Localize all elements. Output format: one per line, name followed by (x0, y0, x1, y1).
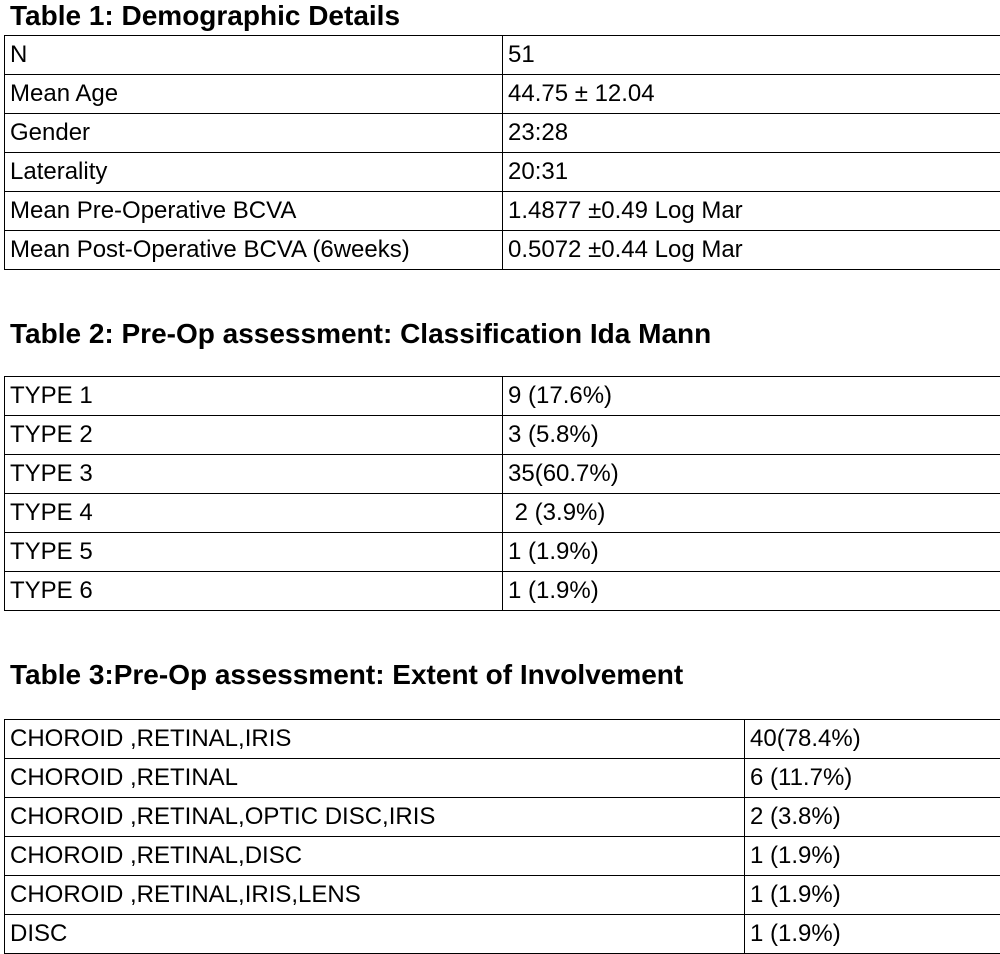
row-value: 2 (3.8%) (745, 798, 1000, 837)
row-label: TYPE 4 (5, 494, 503, 533)
table-2-title: Table 2: Pre-Op assessment: Classification Ida Mann (10, 320, 711, 348)
table-row (5, 455, 1000, 494)
row-label: Mean Post-Operative BCVA (6weeks) (5, 231, 503, 270)
ida-mann-classification-table (4, 376, 1000, 611)
row-value: 23:28 (503, 114, 1000, 153)
table-row (5, 494, 1000, 533)
row-label: Mean Pre-Operative BCVA (5, 192, 503, 231)
row-value: 1 (1.9%) (503, 533, 1000, 572)
row-value: 20:31 (503, 153, 1000, 192)
table-row (5, 36, 1000, 75)
row-label: CHOROID ,RETINAL,IRIS,LENS (5, 876, 745, 915)
row-label: TYPE 2 (5, 416, 503, 455)
table-row (5, 114, 1000, 153)
row-value: 6 (11.7%) (745, 759, 1000, 798)
table-row (5, 192, 1000, 231)
row-label: CHOROID ,RETINAL,IRIS (5, 720, 745, 759)
table-row (5, 153, 1000, 192)
table-row (5, 75, 1000, 114)
table-row (5, 759, 1000, 798)
row-label: DISC (5, 915, 745, 954)
row-value: 1 (1.9%) (745, 876, 1000, 915)
table-row (5, 798, 1000, 837)
row-label: CHOROID ,RETINAL,DISC (5, 837, 745, 876)
table-row (5, 720, 1000, 759)
row-label: Gender (5, 114, 503, 153)
row-label: TYPE 1 (5, 377, 503, 416)
row-label: N (5, 36, 503, 75)
row-value: 1.4877 ±0.49 Log Mar (503, 192, 1000, 231)
row-label: TYPE 5 (5, 533, 503, 572)
row-value: 9 (17.6%) (503, 377, 1000, 416)
table-row (5, 231, 1000, 270)
table-1-title: Table 1: Demographic Details (10, 2, 400, 30)
row-value: 35(60.7%) (503, 455, 1000, 494)
row-label: TYPE 3 (5, 455, 503, 494)
table-row (5, 377, 1000, 416)
row-label: CHOROID ,RETINAL (5, 759, 745, 798)
row-value: 3 (5.8%) (503, 416, 1000, 455)
demographic-details-table (4, 35, 1000, 270)
row-label: Laterality (5, 153, 503, 192)
row-value: 0.5072 ±0.44 Log Mar (503, 231, 1000, 270)
table-row (5, 915, 1000, 954)
table-row (5, 416, 1000, 455)
row-label: Mean Age (5, 75, 503, 114)
row-label: TYPE 6 (5, 572, 503, 611)
row-value: 1 (1.9%) (745, 837, 1000, 876)
table-row (5, 837, 1000, 876)
row-value: 1 (1.9%) (745, 915, 1000, 954)
row-value: 2 (3.9%) (503, 494, 1000, 533)
extent-of-involvement-table (4, 719, 1000, 954)
row-value: 1 (1.9%) (503, 572, 1000, 611)
row-value: 40(78.4%) (745, 720, 1000, 759)
table-row (5, 572, 1000, 611)
table-3-title: Table 3:Pre-Op assessment: Extent of Involvement (10, 661, 683, 689)
row-value: 44.75 ± 12.04 (503, 75, 1000, 114)
table-row (5, 876, 1000, 915)
row-label: CHOROID ,RETINAL,OPTIC DISC,IRIS (5, 798, 745, 837)
row-value: 51 (503, 36, 1000, 75)
table-row (5, 533, 1000, 572)
